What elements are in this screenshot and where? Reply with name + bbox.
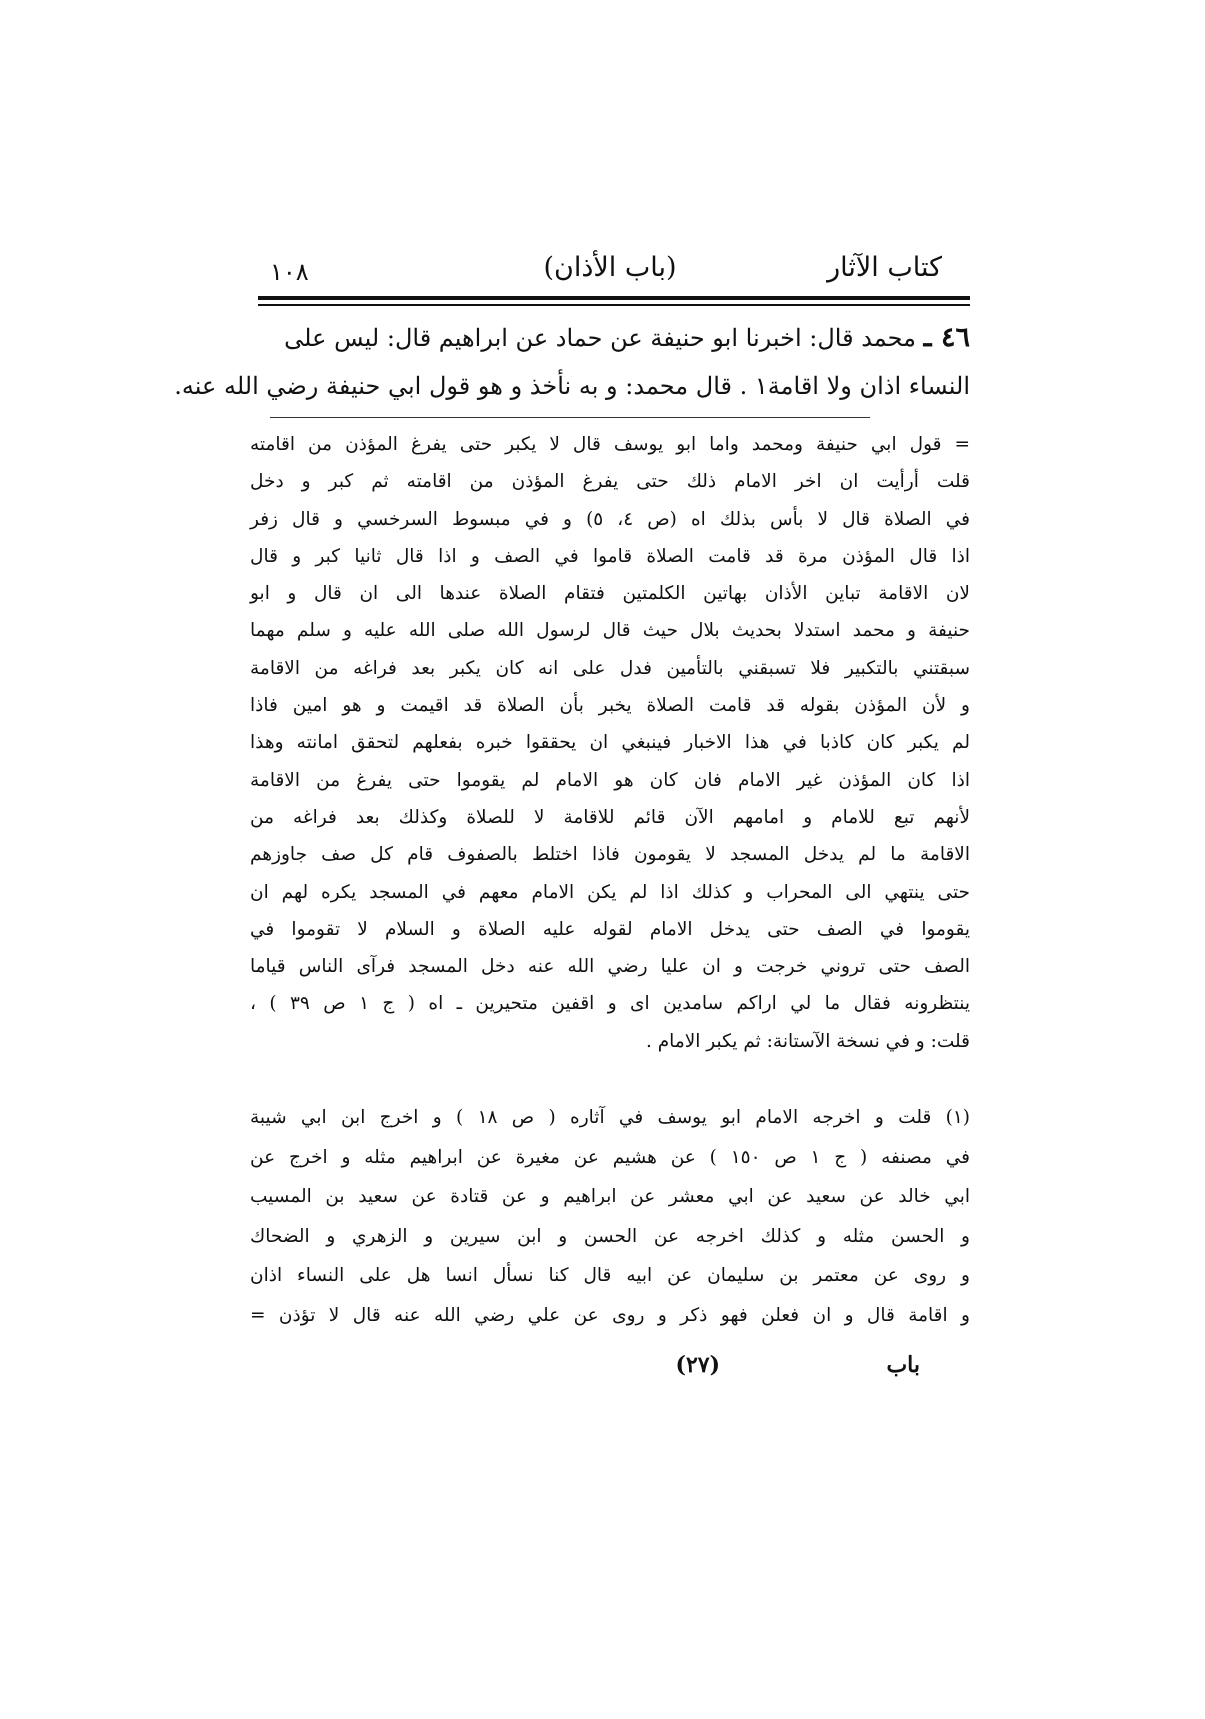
footnote-line: في مصنفه ( ج ١ ص ١٥٠ ) عن هشيم عن مغيرة عن ابراهيم مثله و اخرج عن — [250, 1146, 970, 1168]
commentary-line: ينتظرونه فقال ما لي اراكم سامدين اى و اقفين متحيرين ـ اه ( ج ١ ص ٣٩ ) ، — [250, 993, 970, 1015]
commentary-line: و لأن المؤذن بقوله قد قامت الصلاة يخبر بأن الصلاة قد اقيمت و هو امين فاذا — [250, 695, 970, 717]
signature-mark: (٢٧) — [675, 1352, 720, 1378]
footnote-line: و اقامة قال و ان فعلن فهو ذكر و روى عن علي رضي الله عنه قال لا تؤذن = — [250, 1304, 970, 1326]
commentary-line: في الصلاة قال لا بأس بذلك اه (ص ٤، ٥) و في مبسوط السرخسي و قال زفر — [250, 508, 970, 530]
commentary-line: حنيفة و محمد استدلا بحديث بلال حيث قال لرسول الله صلى الله عليه و سلم مهما — [250, 620, 970, 642]
page-number: ١٠٨ — [270, 258, 309, 286]
commentary-line: لان الاقامة تباين الأذان بهاتين الكلمتين فتقام الصلاة عندها الى ان قال و ابو — [250, 583, 970, 605]
footnote-separator — [270, 417, 870, 418]
commentary-line: لم يكبر كان كاذبا في هذا الاخبار فينبغي ان يحققوا خبره بفعلهم لتحقق امانته وهذا — [250, 732, 970, 754]
hadith-line — [250, 314, 970, 362]
commentary-line: سبقتني بالتكبير فلا تسبقني بالتأمين فدل على انه كان يكبر بعد فراغه من الاقامة — [250, 657, 970, 679]
commentary-line: = قول ابي حنيفة ومحمد واما ابو يوسف قال لا يكبر حتى يفرغ المؤذن من اقامته — [250, 434, 970, 455]
hadith-text — [174, 314, 970, 410]
book-title: كتاب الآثار — [827, 252, 942, 283]
footnote-line: و الحسن مثله و كذلك اخرجه عن الحسن و ابن سيرين و الزهري و الضحاك — [250, 1225, 970, 1247]
header-rule-thick — [258, 296, 970, 300]
hadith-number: ٤٦ ـ — [923, 322, 970, 353]
commentary-line: حتى ينتهي الى المحراب و كذلك اذا لم يكن الامام معهم في المسجد يكره لهم ان — [250, 881, 970, 903]
commentary-block — [250, 426, 970, 1060]
header-rule-thin — [258, 304, 970, 306]
page-footer — [250, 1352, 970, 1388]
footnote-line: ابي خالد عن سعيد عن ابي معشر عن ابراهيم و عن قتادة عن سعيد بن المسيب — [250, 1186, 970, 1207]
commentary-line: اذا كان المؤذن غير الامام فان كان هو الامام لم يقوموا حتى يفرغ من الاقامة — [250, 769, 970, 791]
hadith-line-2: النساء اذان ولا اقامة١ . قال محمد: و به نأخذ و هو قول ابي حنيفة رضي الله عنه. — [174, 372, 970, 400]
page-header — [250, 252, 970, 292]
commentary-line: اذا قال المؤذن مرة قد قامت الصلاة قاموا في الصف و اذا قال ثانيا كبر و قال — [250, 545, 970, 567]
commentary-line: الاقامة ما لم يدخل المسجد لا يقومون فاذا اختلط بالصفوف قام كل صف جاوزهم — [250, 844, 970, 866]
commentary-line: يقوموا في الصف حتى يدخل الامام لقوله عليه الصلاة و السلام لا تقوموا في — [250, 918, 970, 940]
hadith-line-1: محمد قال: اخبرنا ابو حنيفة عن حماد عن ابراهيم قال: ليس على — [284, 324, 917, 352]
footnote-line: و روى عن معتمر بن سليمان عن ابيه قال كنا نسأل انسا هل على النساء اذان — [250, 1265, 970, 1286]
commentary-line: الصف حتى تروني خرجت و ان عليا رضي الله عنه دخل المسجد فرآى الناس قياما — [250, 956, 970, 978]
catchword: باب — [886, 1352, 920, 1378]
commentary-line: قلت: و في نسخة الآستانة: ثم يكبر الامام . — [645, 1030, 970, 1052]
book-page — [174, 230, 971, 1430]
footnote-line: (١) قلت و اخرجه الامام ابو يوسف في آثاره ( ص ١٨ ) و اخرج ابن ابي شيبة — [250, 1107, 971, 1128]
commentary-line: قلت أرأيت ان اخر الامام ذلك حتى يفرغ المؤذن من اقامته ثم كبر و دخل — [250, 471, 970, 493]
footnote-block — [250, 1098, 970, 1335]
chapter-title: (باب الأذان) — [543, 252, 677, 283]
commentary-line: لأنهم تبع للامام و امامهم الآن قائم للاقامة لا للصلاة وكذلك بعد فراغه من — [250, 806, 970, 828]
